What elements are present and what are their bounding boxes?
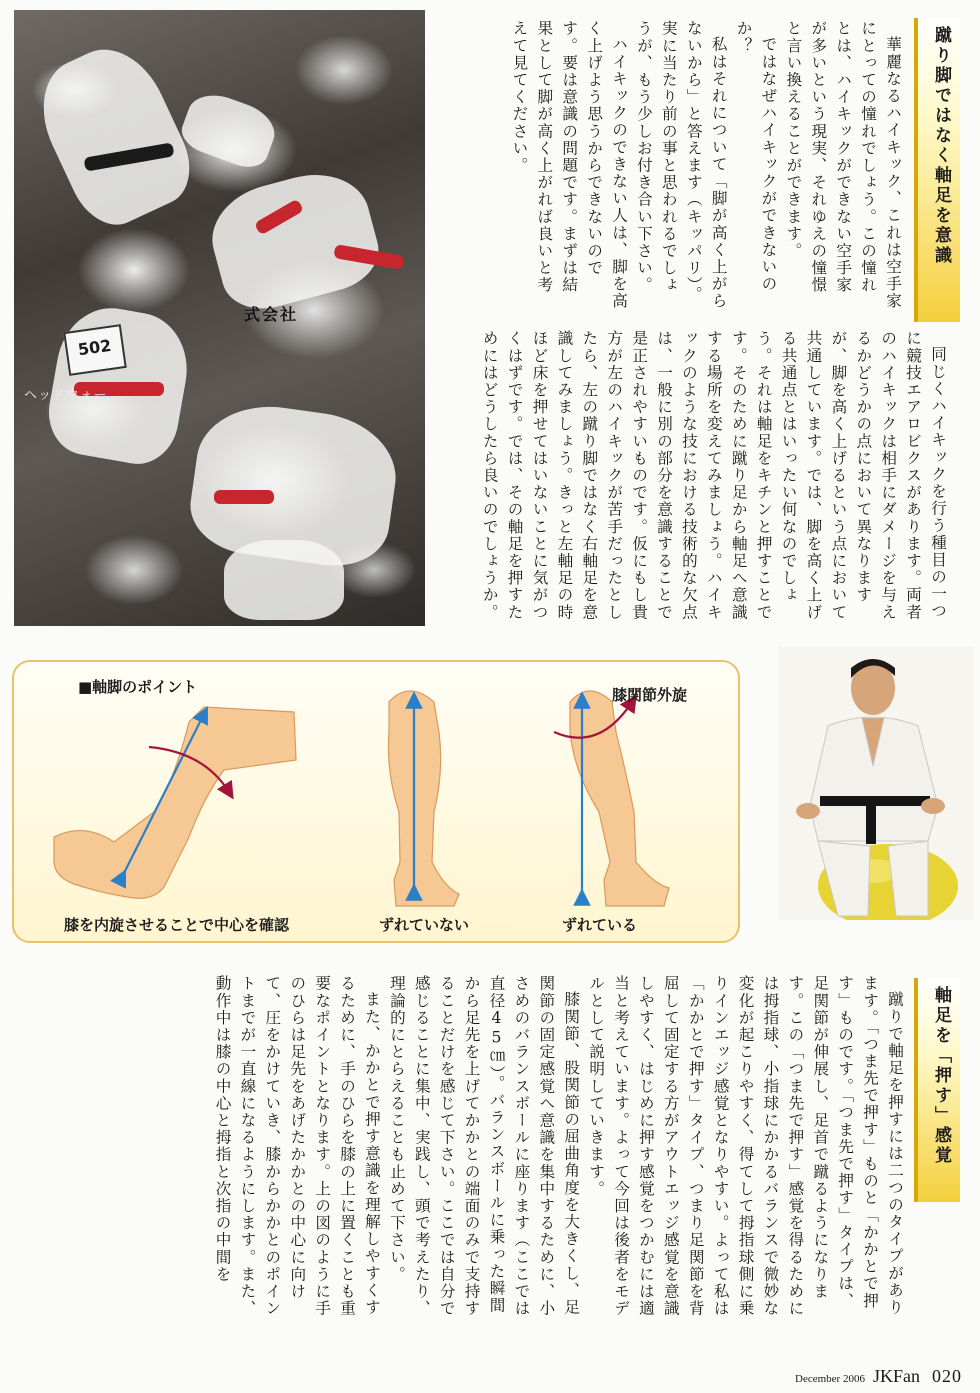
section-heading-push-sensation: 軸足を「押す」感覚 [914,978,960,1202]
magazine-name: JKFan [872,1366,920,1386]
section1-text-lower [440,330,950,630]
paragraph: 蹴りで軸足を押すには二つのタイプがあります。「つま先で押す」ものと「かかとで押す」ものです。「つま先で押す」タイプは、足関節が伸展し、足首で蹴るようになります。この「つま先で押す」感覚を得るためには拇指球、小指球にかかるバランスで微妙な変化が起こりやすく、得てして拇指球側に乗りインエッジ感覚となりやすい。よって私は「かかとで押す」タイプ、つまり足関節を背屈して固定する方がアウトエッジ感覚を意識しやすく、はじめに押す感覚をつかむには適当と考えています。よって今回は後者をモデルとして説明していきます。 [587,975,904,1317]
aligned-leg-illustration [388,691,459,906]
bent-leg-illustration [54,707,296,898]
caption-internal-rotation: 膝を内旋させることで中心を確認 [64,916,290,934]
paragraph: 私はそれについて「脚が高く上がらないから」と答えます（キッパリ）。実に当たり前の事と思われるでしょうが、もう少しお付き合い下さい。 [634,20,728,310]
caption-aligned: ずれていない [379,916,470,934]
diagram-title: ■軸脚のポイント [78,678,198,696]
athlete-on-balance-ball-photo [778,646,973,920]
paragraph: 華麗なるハイキック、これは空手家にとっての憧れでしょう。この憧れとは、ハイキックができない空手家が多いという現実、それゆえの憧憬と言い換えることができます。 [784,20,902,310]
paragraph: 同じくハイキックを行う種目の一つに競技エアロビクスがあります。両者のハイキックは相手にダメージを与えるかどうかの点において異なりますが、脚を高く上げるという点において共通しています。では、脚を高く上げる共通点とはいったい何なのでしょう。それは軸足をキチンと押すことです。そのために蹴り足から軸足へ意識する場所を変えてみましょう。ハイキックのような技における技術的な欠点は、一般に別の部分を意識することで是正されやすいものです。仮にもし貴方が左のハイキックが苦手だったとしたら、左の蹴り脚ではなく右軸足を意識してみましょう。きっと左軸足の時ほど床を押せてはいないことに気がつくはずです。では、その軸足を押すためにはどうしたら良いのでしょうか。 [480,330,947,621]
paragraph: ではなぜハイキックができないのか？ [734,20,778,293]
competitor-bib-number: 502 [63,324,127,376]
section-heading-kicking-leg: 蹴り脚ではなく軸足を意識 [914,18,960,322]
karate-high-kick-photo [14,10,425,626]
paragraph: ハイキックのできない人は、脚を高く上げよう思うからできないのです。要は意識の問題です。まずは結果として脚が高く上がれば良いと考えて見てください。 [510,20,629,310]
page-footer [795,1366,962,1387]
caption-misaligned: ずれている [562,916,638,934]
issue-date: December 2006 [795,1373,865,1385]
support-leg-diagram [12,660,740,943]
page-number: 020 [932,1366,962,1386]
section1-text-upper [440,20,905,310]
caption-rotation-label: 膝関節外旋 [612,686,688,704]
paragraph: また、かかとで押す意識を理解しやすくするために、手のひらを膝の上に置くことも重要なポイントとなります。上の図のように手のひらは足先をあげたかかとの中心に向けて、圧をかけていき、膝からかかとのポイントまでが一直線になるようにします。また、動作中は膝の中心と拇指と次指の中間を [213,975,381,1317]
misaligned-leg-illustration [554,691,669,906]
paragraph: 膝関節、股関節の屈曲角度を大きくし、足関節の固定感覚へ意識を集中するために、小さめのバランスボールに座ります（ここでは直径45㎝）。バランスボールに乗った瞬間から足先を上げてかかとの端面のみで支持することだけを感じて下さい。ここでは自分で感じることに集中、実践し、頭で考えたり、理論的にとらえることも止めて下さい。 [387,975,581,1317]
advertising-board-text: ヘッドウォー [24,388,108,403]
section2-text [12,975,907,1320]
banner-sign-text: 式会社 [244,305,299,324]
